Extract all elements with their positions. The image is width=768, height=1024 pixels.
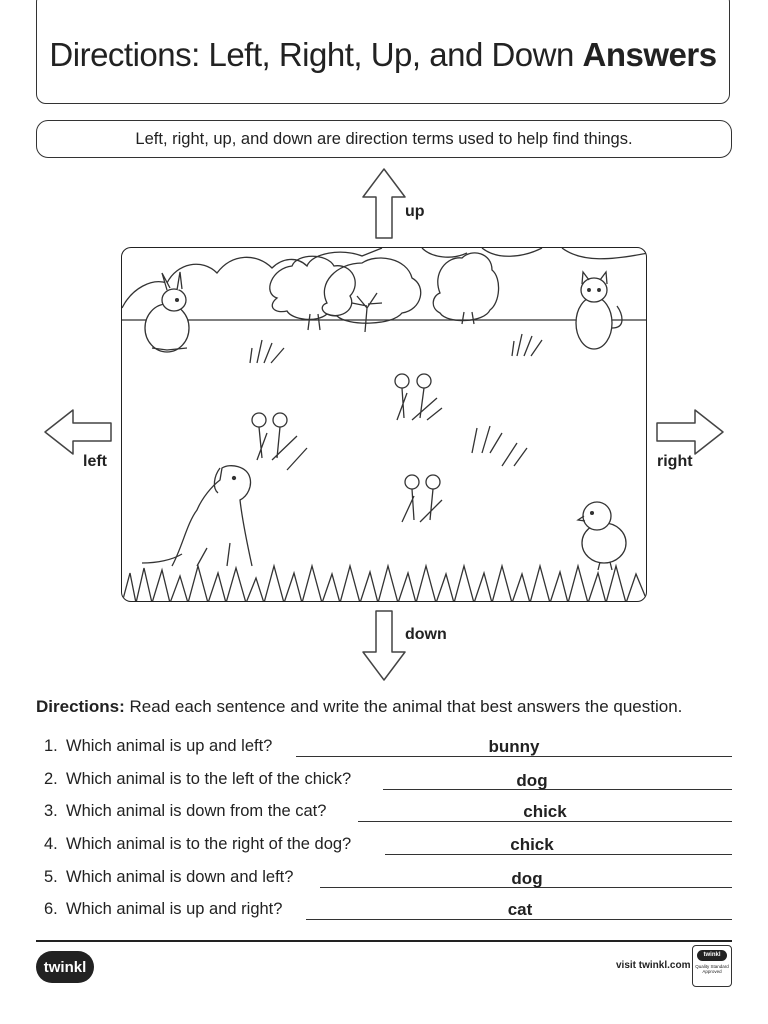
tree-icon	[270, 256, 355, 319]
answer-text: dog	[511, 869, 543, 888]
up-arrow-icon	[361, 167, 407, 239]
intro-text: Left, right, up, and down are direction terms used to help find things.	[135, 129, 633, 148]
dog-icon	[142, 466, 252, 566]
question-row	[44, 835, 734, 859]
bunny-icon	[145, 272, 189, 352]
right-arrow-icon	[655, 408, 725, 456]
grass-tuft-icon	[250, 340, 284, 363]
left-label: left	[83, 453, 107, 470]
question-number: 5.	[44, 868, 58, 886]
question-row	[44, 770, 734, 794]
answer-text: bunny	[488, 737, 540, 756]
answer-text: dog	[516, 771, 548, 790]
footer-divider	[36, 940, 732, 942]
grass-tuft-icon	[512, 334, 542, 356]
answer-text: cat	[507, 900, 533, 919]
question-row	[44, 802, 734, 826]
flower-icon	[252, 413, 307, 470]
twinkl-logo[interactable]: twinkl	[36, 951, 94, 983]
question-number: 2.	[44, 770, 58, 788]
badge-text: Quality Standard Approved	[695, 964, 729, 974]
quality-badge	[692, 945, 732, 987]
grass-tuft-icon	[472, 426, 527, 466]
flower-icon	[395, 374, 442, 420]
question-text: Which animal is down from the cat?	[66, 802, 327, 820]
question-text: Which animal is to the right of the dog?	[66, 835, 352, 853]
right-label: right	[657, 453, 693, 470]
question-number: 3.	[44, 802, 58, 820]
question-number: 4.	[44, 835, 58, 853]
left-arrow-icon	[43, 408, 113, 456]
directions-text	[36, 697, 682, 717]
cat-icon	[576, 272, 622, 349]
title-text: Directions: Left, Right, Up, and Down	[49, 36, 574, 73]
answer-text: chick	[523, 802, 567, 821]
question-text: Which animal is to the left of the chick?	[66, 770, 352, 788]
title-answers: Answers	[582, 36, 717, 73]
directions-body: Read each sentence and write the animal that best answers the question.	[129, 697, 683, 716]
chick-icon	[578, 502, 626, 570]
visit-link[interactable]: visit twinkl.com	[616, 960, 691, 971]
question-text: Which animal is up and left?	[66, 737, 273, 755]
bushes-icon	[122, 248, 647, 308]
intro-box	[36, 120, 732, 158]
title-box	[36, 0, 730, 104]
tree-icon	[433, 253, 498, 321]
foreground-grass-icon	[122, 566, 647, 602]
question-text: Which animal is up and right?	[66, 900, 283, 918]
down-arrow-icon	[361, 610, 407, 682]
tree-icon	[322, 258, 420, 323]
question-row	[44, 900, 734, 924]
question-text: Which animal is down and left?	[66, 868, 294, 886]
question-number: 1.	[44, 737, 58, 755]
answer-text: chick	[510, 835, 554, 854]
up-label: up	[405, 203, 425, 220]
question-row	[44, 868, 734, 892]
scene-illustration	[121, 247, 647, 602]
flower-icon	[402, 475, 442, 522]
down-label: down	[405, 626, 447, 643]
question-number: 6.	[44, 900, 58, 918]
directions-label: Directions:	[36, 697, 125, 716]
page-title	[49, 36, 716, 74]
question-row	[44, 737, 734, 761]
badge-logo: twinkl	[697, 950, 727, 961]
scene-drawing	[122, 248, 647, 602]
